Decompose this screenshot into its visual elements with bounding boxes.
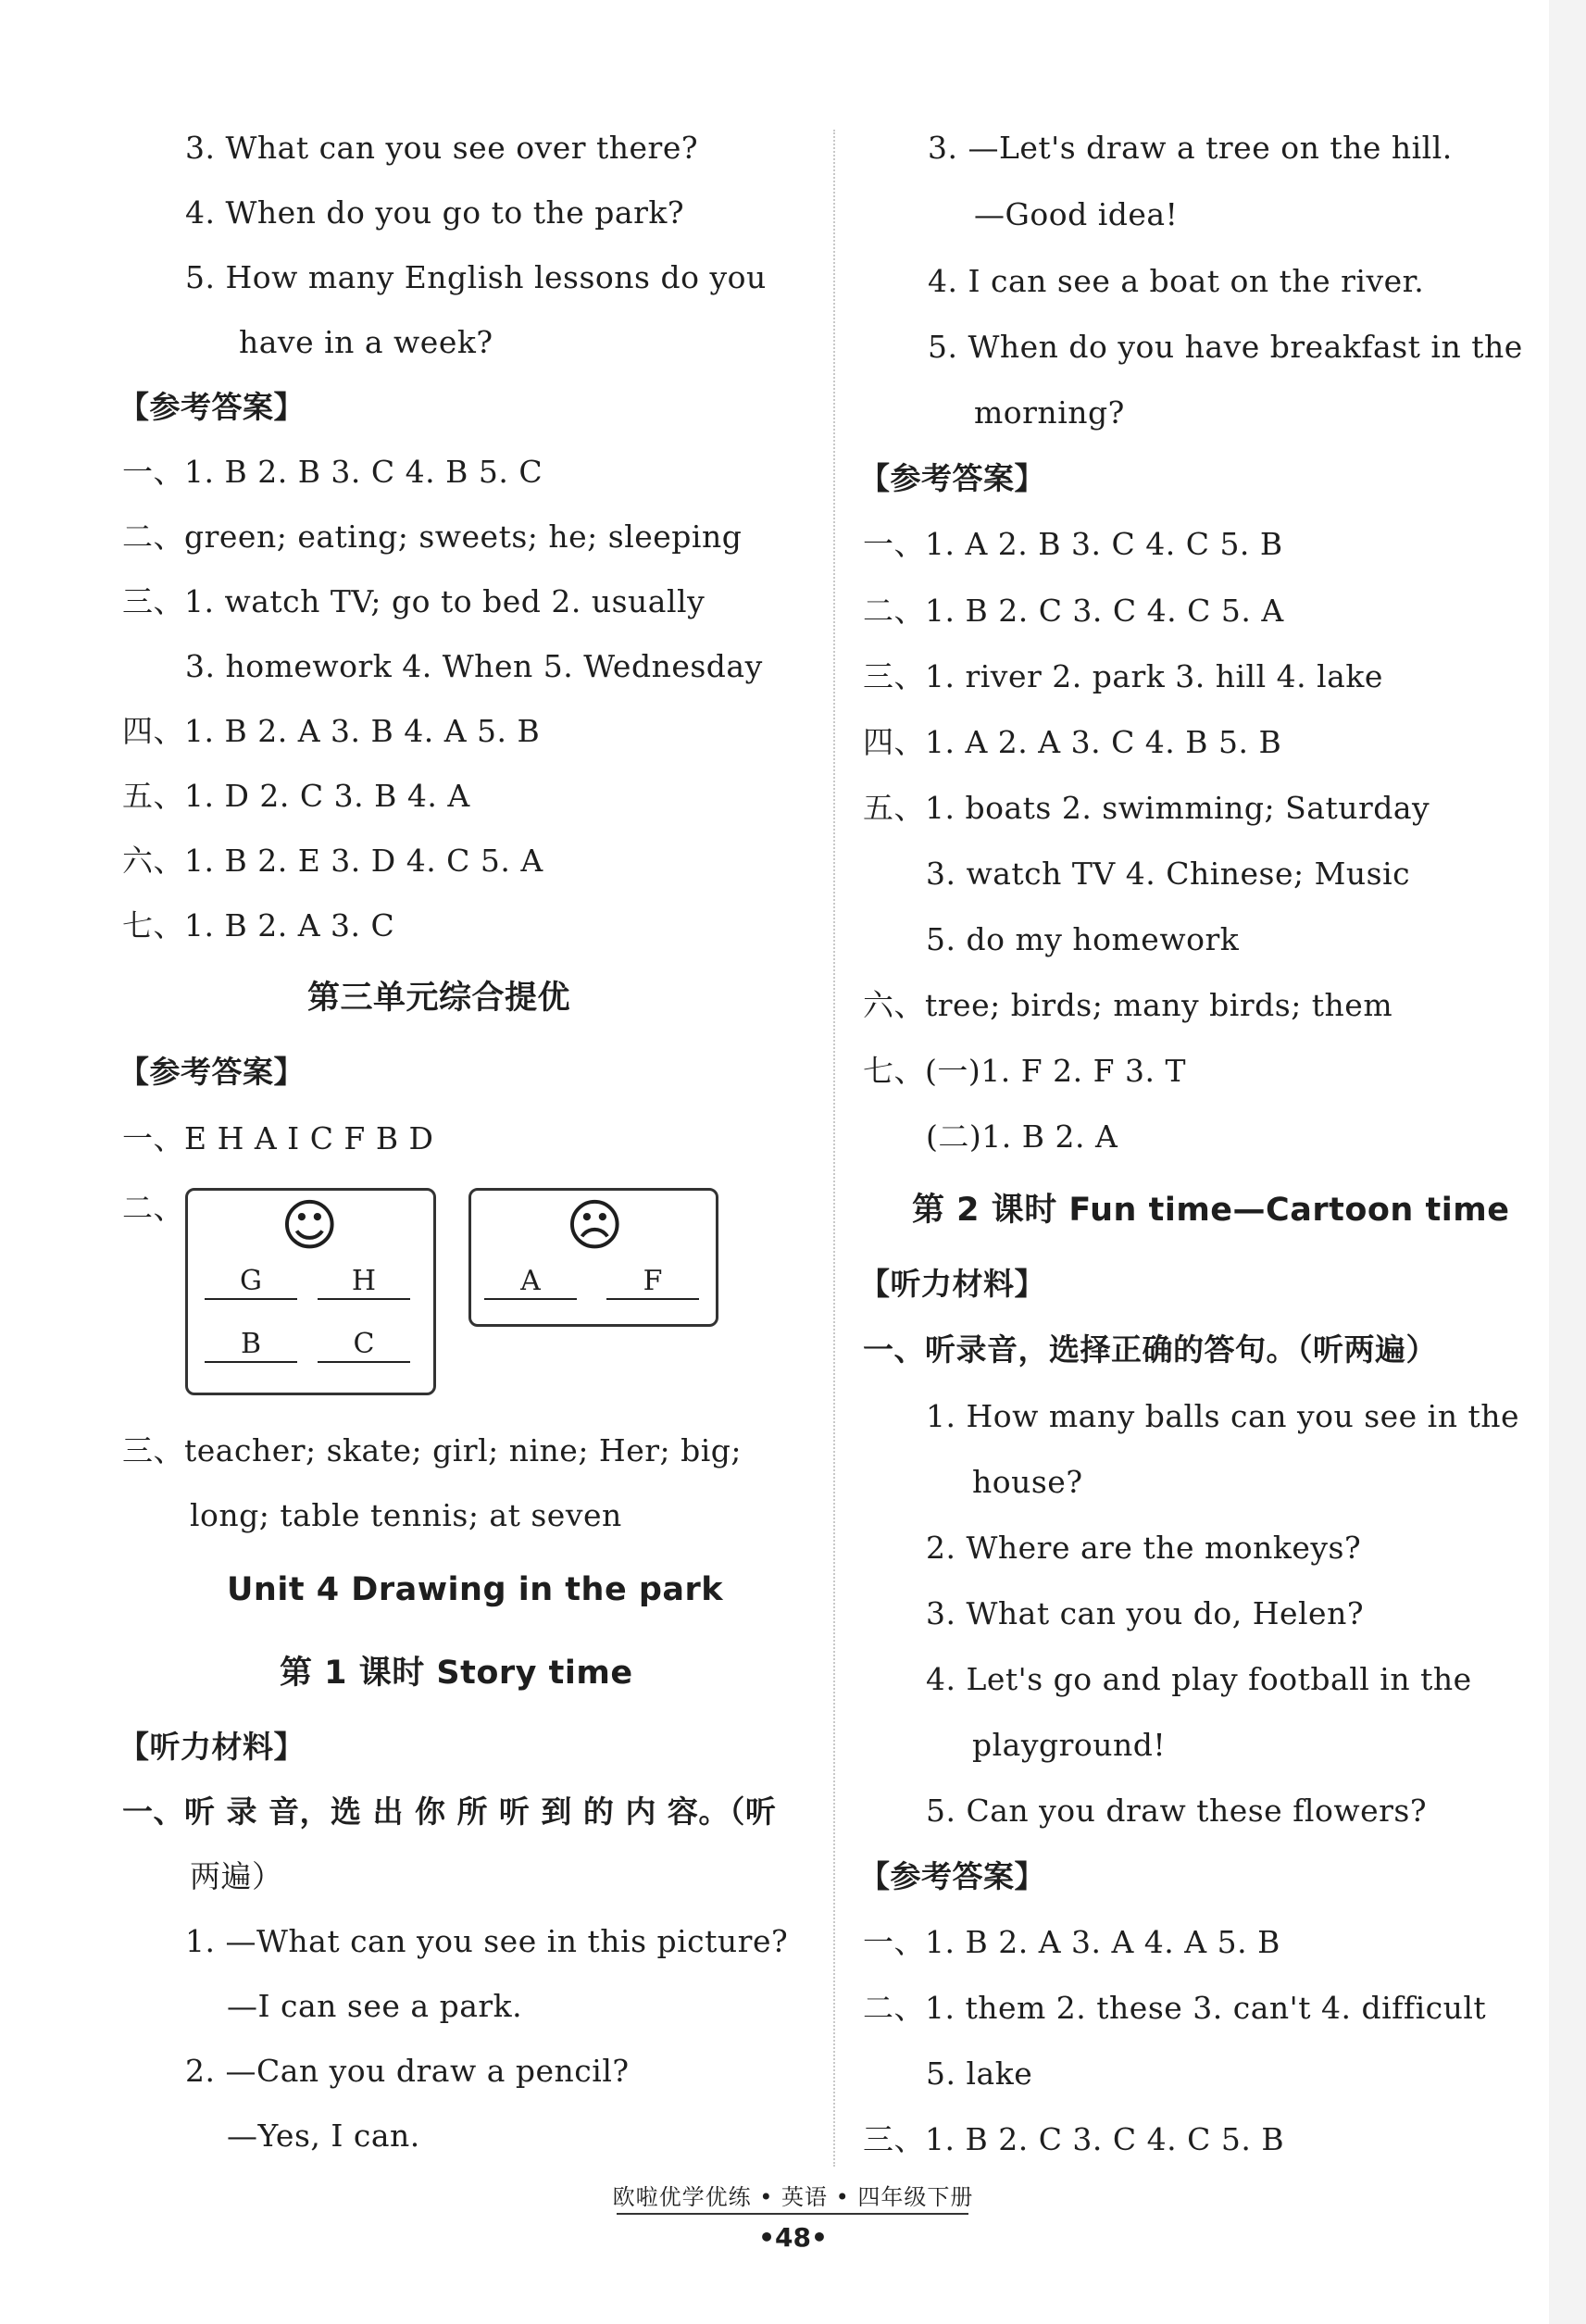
answer-section-3: 三、1. river 2. park 3. hill 4. lake xyxy=(863,658,1383,694)
listening-item-2-line2: —Yes, I can. xyxy=(227,2118,420,2154)
listening-item-1-line1: 1. How many balls can you see in the xyxy=(926,1398,1520,1434)
answer-section-6: 六、1. B 2. E 3. D 4. C 5. A xyxy=(122,843,543,879)
smiley-face-icon: ☺ xyxy=(281,1193,339,1258)
listening-item-1-line2: house? xyxy=(972,1464,1083,1500)
lesson1-title: 第 1 课时 Story time xyxy=(280,1655,633,1692)
answer-key-heading: 【参考答案】 xyxy=(859,460,1045,496)
listening-instruction: 一、听 录 音，选 出 你 所 听 到 的 内 容。（听 xyxy=(122,1793,777,1830)
answer-blank: C xyxy=(318,1328,410,1363)
answer-section-7-line1: 七、(一)1. F 2. F 3. T xyxy=(863,1053,1186,1089)
footer-divider xyxy=(617,2213,968,2215)
answer-section-5-line3: 5. do my homework xyxy=(926,921,1240,957)
listening-item-3-line1: 3. —Let's draw a tree on the hill. xyxy=(928,130,1453,166)
answer-section-4: 四、1. A 2. A 3. C 4. B 5. B xyxy=(863,724,1282,760)
answer-section-6: 六、tree; birds; many birds; them xyxy=(863,987,1393,1023)
listening-item-5-line2: morning? xyxy=(974,394,1125,431)
answer-section-1: 一、1. B 2. B 3. C 4. B 5. C xyxy=(122,454,543,490)
listening-item-1-line2: —I can see a park. xyxy=(227,1988,523,2024)
listening-item-2: 2. Where are the monkeys? xyxy=(926,1530,1362,1566)
listening-q5-line1: 5. How many English lessons do you xyxy=(185,259,767,295)
answer-section-2: 二、1. B 2. C 3. C 4. C 5. A xyxy=(863,593,1284,629)
unit3-review-title: 第三单元综合提优 xyxy=(307,980,571,1017)
answer-key-heading: 【参考答案】 xyxy=(119,389,305,425)
listening-item-4-line1: 4. Let's go and play football in the xyxy=(926,1661,1472,1697)
listening-item-2-line1: 2. —Can you draw a pencil? xyxy=(185,2053,630,2089)
answer-blank: F xyxy=(606,1265,699,1300)
answer-blank: B xyxy=(205,1328,297,1363)
listening-item-3: 3. What can you do, Helen? xyxy=(926,1595,1365,1631)
unit3-answer-2-label: 二、 xyxy=(122,1190,184,1226)
answer-section-5-line1: 五、1. boats 2. swimming; Saturday xyxy=(863,790,1430,826)
unit3-answer-3-line1: 三、teacher; skate; girl; nine; Her; big; xyxy=(122,1432,743,1468)
listening-instruction: 一、听录音，选择正确的答句。（听两遍） xyxy=(863,1331,1437,1368)
unit4-title: Unit 4 Drawing in the park xyxy=(227,1571,724,1608)
sad-answer-box xyxy=(468,1188,718,1327)
answer-section-7-line2: (二)1. B 2. A xyxy=(926,1118,1118,1155)
listening-q3: 3. What can you see over there? xyxy=(185,130,699,166)
lesson2-title: 第 2 课时 Fun time—Cartoon time xyxy=(912,1192,1510,1229)
unit3-answer-3-line2: long; table tennis; at seven xyxy=(190,1497,622,1533)
answer-section-2-line1: 二、1. them 2. these 3. can't 4. difficult xyxy=(863,1990,1487,2026)
answer-section-2: 二、green; eating; sweets; he; sleeping xyxy=(122,519,743,555)
unit3-answer-1: 一、E H A I C F B D xyxy=(122,1120,434,1156)
answer-section-7: 七、1. B 2. A 3. C xyxy=(122,907,395,943)
listening-q4: 4. When do you go to the park? xyxy=(185,194,685,231)
answer-section-3: 三、1. B 2. C 3. C 4. C 5. B xyxy=(863,2121,1285,2157)
answer-section-1: 一、1. A 2. B 3. C 4. C 5. B xyxy=(863,526,1283,562)
listening-material-heading: 【听力材料】 xyxy=(119,1729,305,1765)
listening-item-5: 5. Can you draw these flowers? xyxy=(926,1793,1428,1829)
answer-section-4: 四、1. B 2. A 3. B 4. A 5. B xyxy=(122,713,541,749)
column-divider xyxy=(833,130,835,2167)
listening-q5-line2: have in a week? xyxy=(239,324,493,360)
page-edge-shadow xyxy=(1549,0,1586,2324)
answer-section-3-line2: 3. homework 4. When 5. Wednesday xyxy=(185,648,763,684)
answer-section-3-line1: 三、1. watch TV; go to bed 2. usually xyxy=(122,583,706,619)
book-title-footer: 欧啦优学优练 • 英语 • 四年级下册 xyxy=(612,2184,974,2210)
answer-section-5-line2: 3. watch TV 4. Chinese; Music xyxy=(926,856,1411,892)
listening-item-3-line2: —Good idea! xyxy=(974,196,1179,232)
answer-blank: H xyxy=(318,1265,410,1300)
answer-section-2-line2: 5. lake xyxy=(926,2055,1033,2092)
happy-answer-box xyxy=(185,1188,436,1395)
sad-face-icon: ☹ xyxy=(566,1193,624,1258)
answer-key-heading: 【参考答案】 xyxy=(859,1858,1045,1894)
listening-item-5-line1: 5. When do you have breakfast in the xyxy=(928,329,1523,365)
listening-material-heading: 【听力材料】 xyxy=(859,1266,1045,1302)
page-number: •48• xyxy=(758,2222,828,2253)
listening-item-1-line1: 1. —What can you see in this picture? xyxy=(185,1923,789,1959)
answer-key-heading: 【参考答案】 xyxy=(119,1054,305,1090)
answer-blank: G xyxy=(205,1265,297,1300)
answer-blank: A xyxy=(484,1265,577,1300)
listening-instruction-line2: 两遍） xyxy=(190,1858,283,1894)
answer-section-1: 一、1. B 2. A 3. A 4. A 5. B xyxy=(863,1924,1280,1960)
listening-item-4-line2: playground! xyxy=(972,1727,1167,1763)
answer-section-5: 五、1. D 2. C 3. B 4. A xyxy=(122,778,470,814)
listening-item-4: 4. I can see a boat on the river. xyxy=(928,263,1425,299)
